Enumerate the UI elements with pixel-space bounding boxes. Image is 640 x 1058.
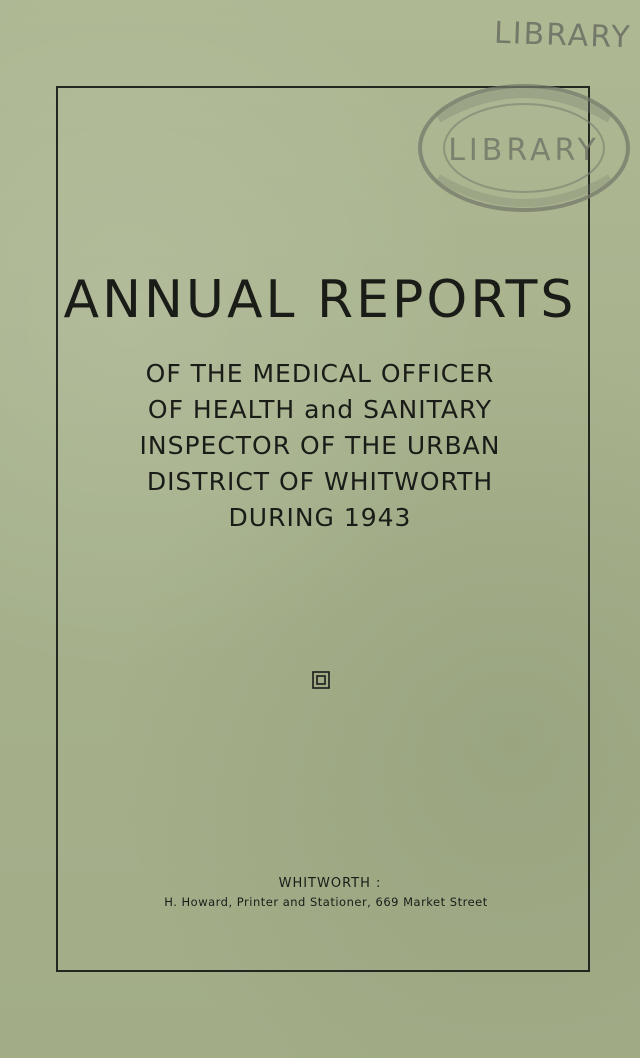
- svg-text:LIBRARY: LIBRARY: [448, 133, 600, 168]
- document-subtitle: [0, 356, 640, 536]
- subtitle-line: DURING 1943: [228, 503, 412, 532]
- subtitle-line: OF THE MEDICAL OFFICER: [145, 359, 495, 388]
- subtitle-line: INSPECTOR OF THE URBAN: [139, 431, 501, 460]
- square-ornament-icon: [312, 671, 330, 689]
- library-seal-stamp: [408, 78, 640, 228]
- library-stamp-text: LIBRARY: [493, 15, 633, 56]
- imprint-printer: H. Howard, Printer and Stationer, 669 Market Street: [164, 895, 488, 909]
- subtitle-line: DISTRICT OF WHITWORTH: [146, 467, 494, 496]
- document-title: ANNUAL REPORTS: [63, 270, 577, 330]
- subtitle-line: OF HEALTH and SANITARY: [147, 395, 493, 424]
- imprint-block: [0, 876, 640, 909]
- imprint-place: WHITWORTH :: [278, 876, 382, 891]
